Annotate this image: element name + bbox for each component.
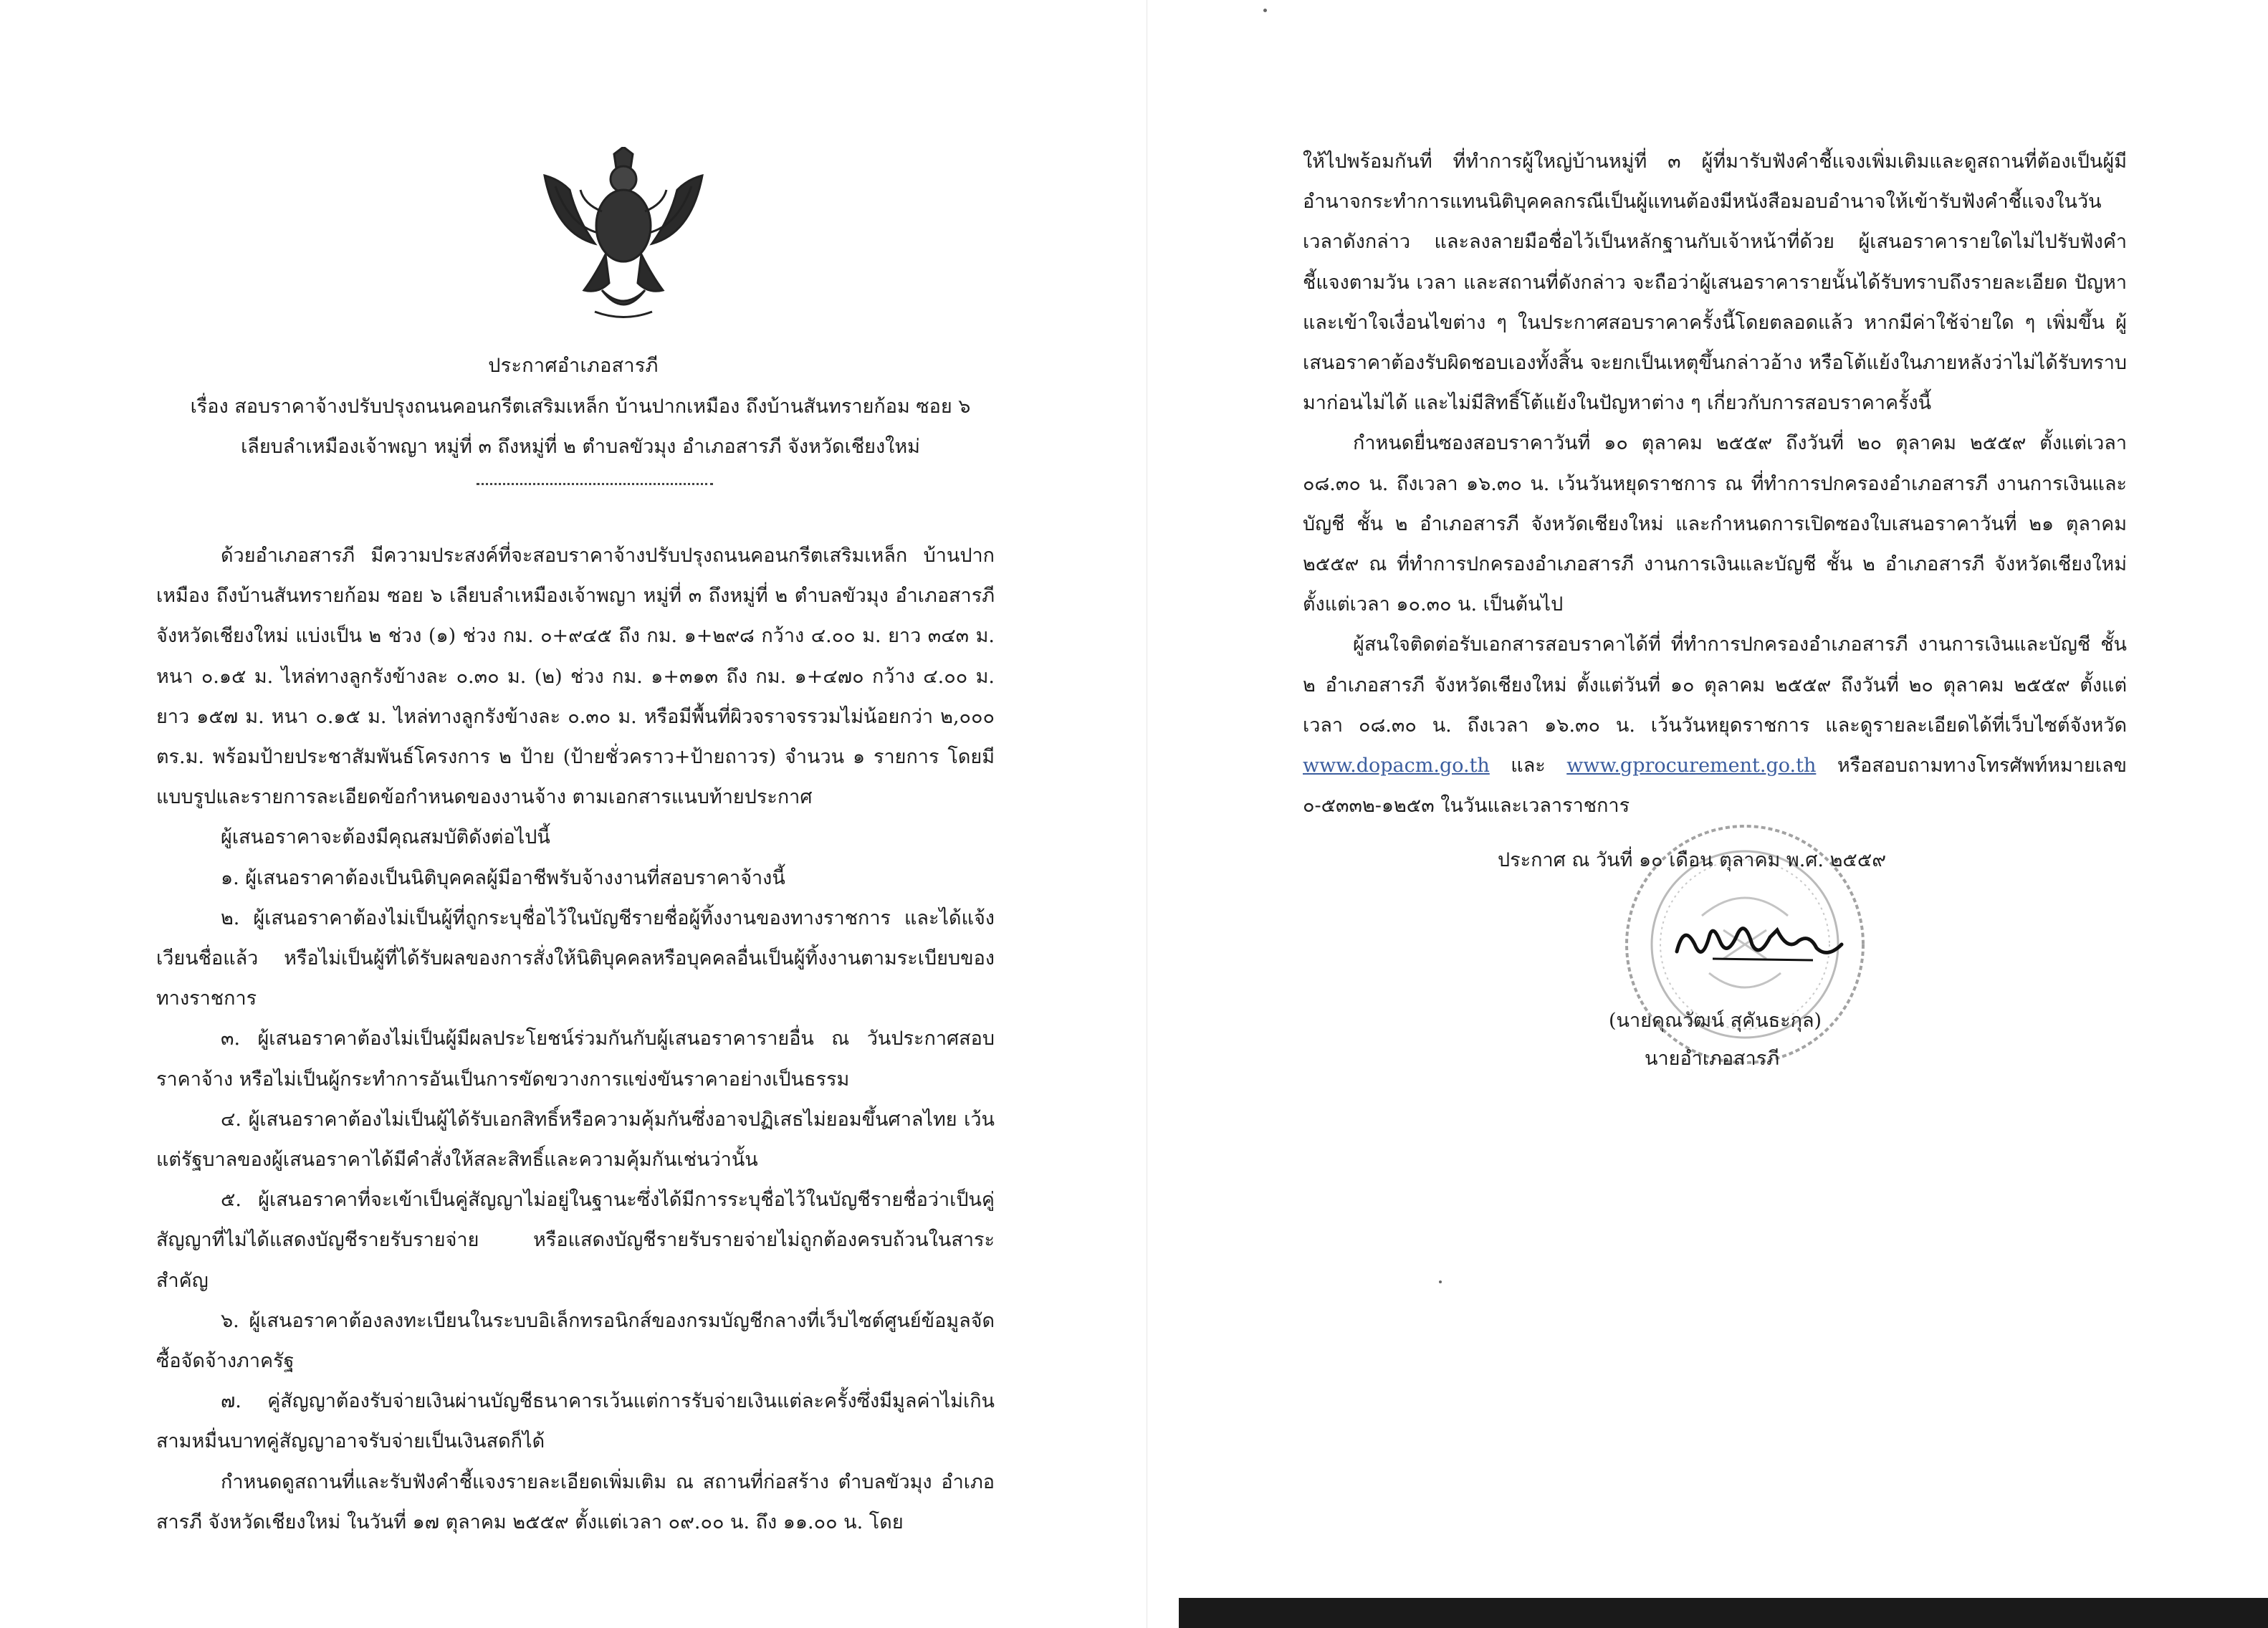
- dotted-divider: [477, 483, 713, 485]
- announcement-subject: [129, 387, 1032, 467]
- submission-paragraph: กำหนดยื่นซองสอบราคาวันที่ ๑๐ ตุลาคม ๒๕๕๙ ถึงวันที่ ๒๐ ตุลาคม ๒๕๕๙ ตั้งแต่เวลา ๐๘.๓๐ น. ถึงเวลา ๑๖.๓๐ น. เว้นวันหยุดราชการ ณ ที่ทำการปกครองอำเภอสารภี งานการเงินและบัญชี ชั้น ๒ อำเภอสารภี จังหวัดเชียงใหม่ และกำหนดการเปิดซองใบเสนอราคาวันที่ ๒๑ ตุลาคม ๒๕๕๙ ณ ที่ทำการปกครองอำเภอสารภี งานการเงินและบัญชี ชั้น ๒ อำเภอสารภี จังหวัดเชียงใหม่ ตั้งแต่เวลา ๑๐.๓๐ น. เป็นต้นไป: [1303, 432, 2127, 616]
- contact-paragraph: [1303, 625, 2127, 826]
- qualification-2: ๒. ผู้เสนอราคาต้องไม่เป็นผู้ที่ถูกระบุชื่อไว้ในบัญชีรายชื่อผู้ทิ้งงานของทางราชการ และได้แจ้งเวียนชื่อแล้ว หรือไม่เป็นผู้ที่ได้รับผลของการสั่งให้นิติบุคคลหรือบุคคลอื่นเป็นผู้ทิ้งงานตามระเบียบของทางราชการ: [156, 906, 995, 1010]
- left-body-text: [156, 536, 995, 1543]
- intro-paragraph: ด้วยอำเภอสารภี มีความประสงค์ที่จะสอบราคาจ้างปรับปรุงถนนคอนกรีตเสริมเหล็ก บ้านปากเหมือง ถึงบ้านสันทรายก้อม ซอย ๖ เลียบลำเหมืองเจ้าพญา หมู่ที่ ๓ ถึงหมู่ที่ ๒ ตำบลขัวมุง อำเภอสารภี จังหวัดเชียงใหม่ แบ่งเป็น ๒ ช่วง (๑) ช่วง กม. ๐+๙๔๕ ถึง กม. ๑+๒๙๘ กว้าง ๔.๐๐ ม. ยาว ๓๔๓ ม. หนา ๐.๑๕ ม. ไหล่ทางลูกรังข้างละ ๐.๓๐ ม. (๒) ช่วง กม. ๑+๓๑๓ ถึง กม. ๑+๔๗๐ กว้าง ๔.๐๐ ม. ยาว ๑๕๗ ม. หนา ๐.๑๕ ม. ไหล่ทางลูกรังข้างละ ๐.๓๐ ม. หรือมีพื้นที่ผิวจราจรรวมไม่น้อยกว่า ๒,๐๐๐ ตร.ม. พร้อมป้ายประชาสัมพันธ์โครงการ ๒ ป้าย (ป้ายชั่วคราว+ป้ายถาวร) จำนวน ๑ รายการ โดยมีแบบรูปและรายการละเอียดข้อกำหนดของงานจ้าง ตามเอกสารแนบท้ายประกาศ: [156, 545, 995, 809]
- qualifications-heading: ผู้เสนอราคาจะต้องมีคุณสมบัติดังต่อไปนี้: [221, 826, 550, 849]
- subject-line-1: เรื่อง สอบราคาจ้างปรับปรุงถนนคอนกรีตเสริมเหล็ก บ้านปากเหมือง ถึงบ้านสันทรายก้อม ซอย ๖: [190, 396, 971, 418]
- site-visit-continued: ให้ไปพร้อมกันที่ ที่ทำการผู้ใหญ่บ้านหมู่ที่ ๓ ผู้ที่มารับฟังคำชี้แจงเพิ่มเติมและดูสถานที่ต้องเป็นผู้มีอำนาจกระทำการแทนนิติบุคคลกรณีเป็นผู้แทนต้องมีหนังสือมอบอำนาจให้เข้ารับฟังคำชี้แจงในวันเวลาดังกล่าว และลงลายมือชื่อไว้เป็นหลักฐานกับเจ้าหน้าที่ด้วย ผู้เสนอราคารายใดไม่ไปรับฟังคำชี้แจงตามวัน เวลา และสถานที่ดังกล่าว จะถือว่าผู้เสนอราคารายนั้นได้รับทราบถึงรายละเอียด ปัญหาและเข้าใจเงื่อนไขต่าง ๆ ในประกาศสอบราคาครั้งนี้โดยตลอดแล้ว หากมีค่าใช้จ่ายใด ๆ เพิ่มขึ้น ผู้เสนอราคาต้องรับผิดชอบเองทั้งสิ้น จะยกเป็นเหตุขึ้นกล่าวอ้าง หรือโต้แย้งในภายหลังว่าไม่ได้รับทราบมาก่อนไม่ได้ และไม่มีสิทธิ์โต้แย้งในปัญหาต่าง ๆ เกี่ยวกับการสอบราคาครั้งนี้: [1303, 150, 2127, 415]
- qualification-3: ๓. ผู้เสนอราคาต้องไม่เป็นผู้มีผลประโยชน์ร่วมกันกับผู้เสนอราคารายอื่น ณ วันประกาศสอบราคาจ้าง หรือไม่เป็นผู้กระทำการอันเป็นการขัดขวางการแข่งขันราคาอย่างเป็นธรรม: [156, 1028, 995, 1091]
- site-visit-paragraph: กำหนดดูสถานที่และรับฟังคำชี้แจงรายละเอียดเพิ่มเติม ณ สถานที่ก่อสร้าง ตำบลขัวมุง อำเภอสารภี จังหวัดเชียงใหม่ ในวันที่ ๑๗ ตุลาคม ๒๕๕๙ ตั้งแต่เวลา ๐๙.๐๐ น. ถึง ๑๑.๐๐ น. โดย: [156, 1470, 995, 1533]
- scan-speck: [1439, 1280, 1442, 1283]
- dopacm-link[interactable]: www.dopacm.go.th: [1303, 755, 1490, 777]
- scan-edge-bar: [1179, 1598, 2268, 1628]
- garuda-emblem-icon: [527, 147, 720, 322]
- qualification-5: ๕. ผู้เสนอราคาที่จะเข้าเป็นคู่สัญญาไม่อยู่ในฐานะซึ่งได้มีการระบุชื่อไว้ในบัญชีรายชื่อว่าเป็นคู่สัญญาที่ไม่ได้แสดงบัญชีรายรับรายจ่าย หรือแสดงบัญชีรายรับรายจ่ายไม่ถูกต้องครบถ้วนในสาระสำคัญ: [156, 1189, 995, 1292]
- gprocurement-link[interactable]: www.gprocurement.go.th: [1566, 755, 1817, 777]
- contact-and: และ: [1511, 755, 1546, 777]
- signer-position: นายอำเภอสารภี: [1645, 1048, 1779, 1070]
- announcement-date: ประกาศ ณ วันที่ ๑๐ เดือน ตุลาคม พ.ศ. ๒๕๕๙: [1498, 849, 1887, 871]
- qualification-6: ๖. ผู้เสนอราคาต้องลงทะเบียนในระบบอิเล็กทรอนิกส์ของกรมบัญชีกลางที่เว็บไซต์ศูนย์ข้อมูลจัดซื้อจัดจ้างภาครัฐ: [156, 1309, 995, 1373]
- qualification-4: ๔. ผู้เสนอราคาต้องไม่เป็นผู้ได้รับเอกสิทธิ์หรือความคุ้มกันซึ่งอาจปฏิเสธไม่ยอมขึ้นศาลไทย เว้นแต่รัฐบาลของผู้เสนอราคาได้มีคำสั่งให้สละสิทธิ์และความคุ้มกันเช่นว่านั้น: [156, 1108, 995, 1172]
- qualification-1: ๑. ผู้เสนอราคาต้องเป็นนิติบุคคลผู้มีอาชีพรับจ้างงานที่สอบราคาจ้างนี้: [221, 866, 785, 889]
- qualification-7: ๗. คู่สัญญาต้องรับจ่ายเงินผ่านบัญชีธนาคารเว้นแต่การรับจ่ายเงินแต่ละครั้งซึ่งมีมูลค่าไม่เกินสามหมื่นบาทคู่สัญญาอาจรับจ่ายเป็นเงินสดก็ได้: [156, 1390, 995, 1453]
- handwritten-signature: [1670, 909, 1856, 973]
- right-body-text: [1303, 142, 2127, 826]
- signer-name: (นายคุณวัฒน์ สุคันธะกุล): [1609, 1010, 1822, 1032]
- scan-speck: [1263, 9, 1267, 12]
- contact-text-before: ผู้สนใจติดต่อรับเอกสารสอบราคาได้ที่ ที่ทำการปกครองอำเภอสารภี งานการเงินและบัญชี ชั้น ๒ อำเภอสารภี จังหวัดเชียงใหม่ ตั้งแต่วันที่ ๑๐ ตุลาคม ๒๕๕๙ ถึงวันที่ ๒๐ ตุลาคม ๒๕๕๙ ตั้งแต่เวลา ๐๘.๓๐ น. ถึงเวลา ๑๖.๓๐ น. เว้นวันหยุดราชการ และดูรายละเอียดได้ที่เว็บไซต์จังหวัด: [1303, 633, 2127, 737]
- contact-text-after: หรือสอบถามทางโทรศัพท์หมายเลข ๐-๕๓๓๒-๑๒๕๓ ในวันและเวลาราชการ: [1303, 755, 2127, 818]
- announcement-heading: ประกาศอำเภอสารภี: [488, 355, 659, 377]
- subject-line-2: เลียบลำเหมืองเจ้าพญา หมู่ที่ ๓ ถึงหมู่ที่ ๒ ตำบลขัวมุง อำเภอสารภี จังหวัดเชียงใหม่: [241, 436, 920, 458]
